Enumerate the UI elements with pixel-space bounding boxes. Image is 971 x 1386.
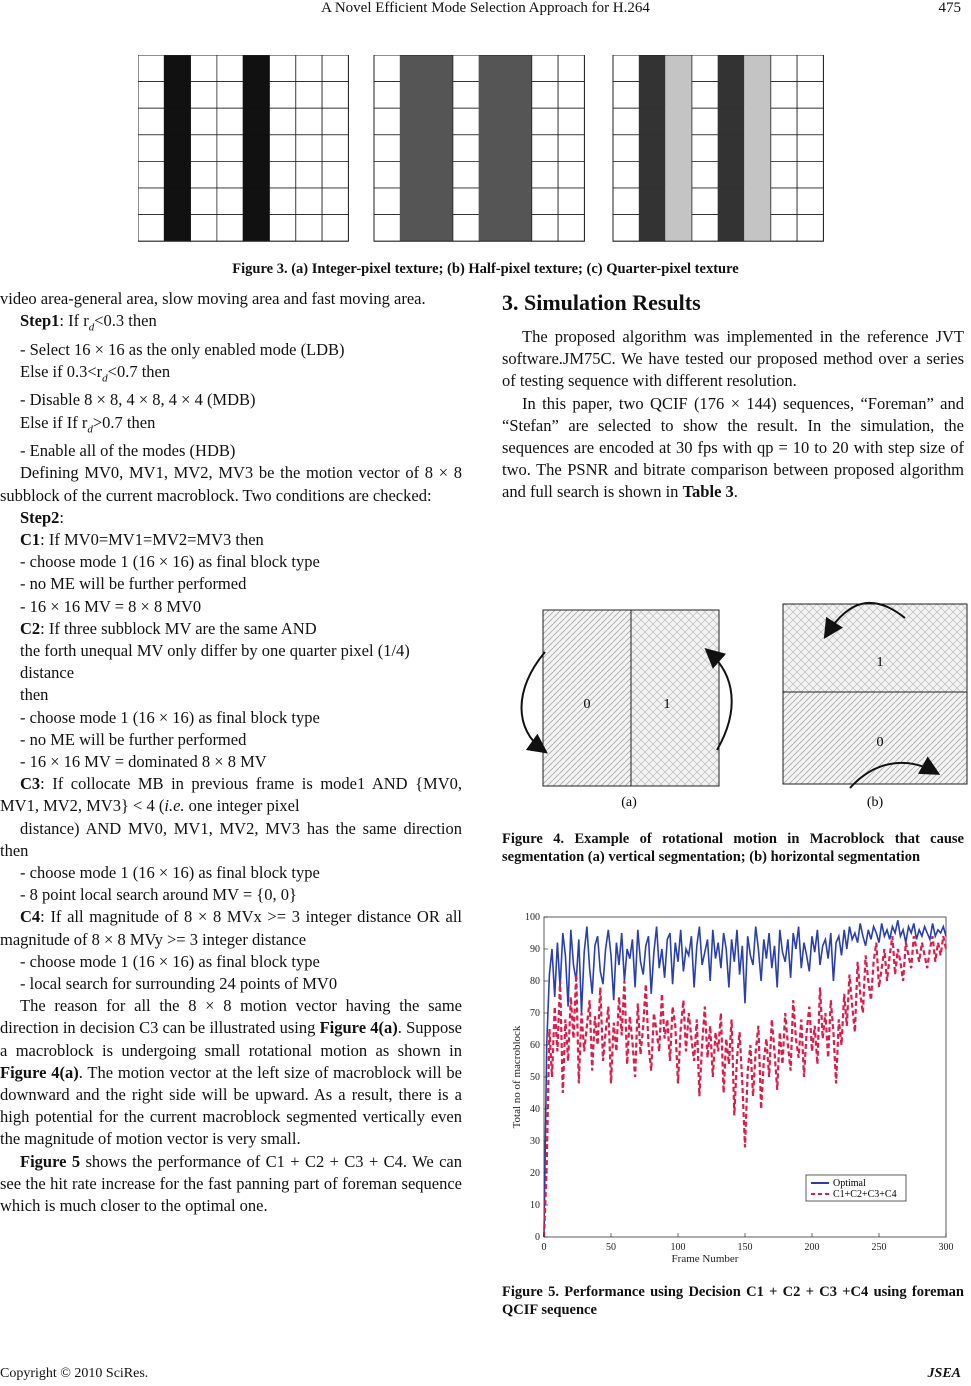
y-tick-label: 20 <box>530 1168 540 1179</box>
x-tick-label: 150 <box>737 1242 753 1253</box>
texture-cell <box>374 135 400 162</box>
texture-cell <box>532 135 558 162</box>
texture-cell <box>191 161 217 188</box>
texture-cell <box>191 135 217 162</box>
texture-cell <box>692 161 718 188</box>
texture-cell <box>374 55 400 82</box>
texture-cell <box>797 215 823 242</box>
footer-journal: JSEA <box>927 1366 961 1381</box>
c4-l2: - local search for surrounding 24 points of MV0 <box>20 973 338 993</box>
texture-cell <box>427 161 453 188</box>
c2-l2: distance <box>20 663 75 683</box>
texture-cell <box>374 82 400 109</box>
texture-grid-b <box>374 55 584 241</box>
texture-cell <box>400 215 426 242</box>
texture-cell <box>506 108 532 135</box>
texture-cell <box>374 188 400 215</box>
chart-legend <box>806 1175 906 1201</box>
texture-cell <box>692 82 718 109</box>
texture-cell <box>718 55 744 82</box>
texture-cell <box>479 188 505 215</box>
texture-cell <box>506 215 532 242</box>
texture-cell <box>164 82 190 109</box>
fig4b-top-half <box>783 604 967 692</box>
c3-l2: - choose mode 1 (16 × 16) as final block type <box>20 862 320 882</box>
texture-cell <box>138 55 164 82</box>
texture-cell <box>639 161 665 188</box>
texture-cell <box>164 108 190 135</box>
texture-cell <box>745 135 771 162</box>
texture-cell <box>322 188 348 215</box>
texture-cell <box>296 215 322 242</box>
texture-cell <box>322 55 348 82</box>
texture-cell <box>692 135 718 162</box>
texture-cell <box>270 82 296 109</box>
texture-cell <box>453 55 479 82</box>
texture-cell <box>191 215 217 242</box>
texture-cell <box>164 215 190 242</box>
texture-cell <box>613 82 639 109</box>
texture-cell <box>243 188 269 215</box>
fig4a-sublabel: (a) <box>621 795 637 810</box>
texture-cell <box>718 135 744 162</box>
texture-cell <box>506 161 532 188</box>
texture-cell <box>558 215 584 242</box>
texture-cell <box>164 161 190 188</box>
texture-cell <box>322 215 348 242</box>
texture-cell <box>558 55 584 82</box>
texture-cell <box>771 135 797 162</box>
texture-cell <box>666 161 692 188</box>
chart-x-axis-label: Frame Number <box>671 1253 739 1265</box>
texture-cell <box>164 55 190 82</box>
texture-cell <box>506 135 532 162</box>
texture-cell <box>322 82 348 109</box>
texture-cell <box>270 215 296 242</box>
texture-cell <box>138 135 164 162</box>
texture-cell <box>718 161 744 188</box>
texture-cell <box>745 82 771 109</box>
c3-l1: distance) AND MV0, MV1, MV2, MV3 has the same direction then <box>0 818 462 860</box>
texture-cell <box>400 188 426 215</box>
figure4-rotation <box>505 600 971 815</box>
para-fig5: Figure 5 shows the performance of C1 + C2 + C3 + C4. We can see the hit rate increase for the fast panning part of foreman sequence which is much closer to the optimal one. <box>0 1151 462 1216</box>
figure5-chart <box>500 905 960 1270</box>
texture-cell <box>191 188 217 215</box>
texture-cell <box>243 55 269 82</box>
texture-cell <box>270 188 296 215</box>
texture-cell <box>558 161 584 188</box>
legend-entry-optimal: Optimal <box>833 1178 866 1189</box>
step1-elseif1: Else if $0.3<r_d<0.7$ then <box>20 361 171 385</box>
texture-cell <box>217 135 243 162</box>
c4-l1: - choose mode 1 (16 × 16) as final block type <box>20 951 320 971</box>
texture-cell <box>374 108 400 135</box>
para-sim-1: The proposed algorithm was implemented in the reference JVT software.JM75C. We have tested our proposed method over a series of testing sequence with different resolution. <box>502 327 964 391</box>
texture-cell <box>745 108 771 135</box>
x-tick-label: 100 <box>670 1242 686 1253</box>
page-header <box>0 0 971 26</box>
texture-cell <box>322 161 348 188</box>
texture-cell <box>639 135 665 162</box>
c1-line: C1: If MV0=MV1=MV2=MV3 then <box>20 529 264 549</box>
para-define: Defining MV0, MV1, MV2, MV3 be the motion vector of 8 × 8 subblock of the current macroblock. Two conditions are checked: <box>0 463 462 505</box>
texture-cell <box>138 108 164 135</box>
texture-cell <box>718 215 744 242</box>
x-tick-label: 0 <box>541 1242 547 1253</box>
y-tick-label: 0 <box>535 1232 540 1243</box>
texture-cell <box>532 161 558 188</box>
figure3-textures <box>138 55 828 243</box>
step1-elseif2: Else if If $r_d>0.7$ then <box>20 412 156 435</box>
texture-cell <box>639 82 665 109</box>
texture-cell <box>718 188 744 215</box>
c2-l1: the forth unequal MV only differ by one quarter pixel (1/4) <box>20 640 410 660</box>
para-sim-2: In this paper, two QCIF (176 × 144) sequences, “Foreman” and “Stefan” are selected to show the result. In the simulation, the sequences are encoded at 30 fps with qp = 10 to 20 with step size of two. The PSNR and bitrate comparison between proposed algorithm and full search is shown in Table 3. <box>502 393 964 502</box>
texture-cell <box>270 108 296 135</box>
texture-cell <box>164 188 190 215</box>
texture-grid-a <box>138 55 348 241</box>
y-tick-label: 100 <box>525 912 540 923</box>
step1-line: Step1: If $r_d<0.3$ then <box>20 311 157 334</box>
texture-cell <box>771 161 797 188</box>
x-tick-label: 200 <box>804 1242 820 1253</box>
section-title: 3. Simulation Results <box>502 290 701 315</box>
texture-cell <box>745 161 771 188</box>
texture-cell <box>797 55 823 82</box>
texture-cell <box>453 188 479 215</box>
fig4b-label-1: 1 <box>876 655 884 670</box>
texture-cell <box>613 188 639 215</box>
fig4a-down-arrow <box>522 652 546 750</box>
texture-cell <box>322 135 348 162</box>
texture-cell <box>558 108 584 135</box>
texture-cell <box>718 108 744 135</box>
figure4-caption: Figure 4. Example of rotational motion in Macroblock that cause segmentation (a) vertical segmentation; (b) horizontal segmentation <box>502 831 964 865</box>
texture-cell <box>666 108 692 135</box>
texture-cell <box>164 135 190 162</box>
step2-line: Step2: <box>20 507 65 527</box>
texture-cell <box>639 55 665 82</box>
c2-l5: - no ME will be further performed <box>20 729 247 749</box>
x-tick-label: 50 <box>606 1242 616 1253</box>
texture-cell <box>666 215 692 242</box>
x-tick-label: 300 <box>938 1242 954 1253</box>
texture-cell <box>217 108 243 135</box>
step1-disable: - Disable 8 × 8, 4 × 8, 4 × 4 (MDB) <box>20 390 256 410</box>
texture-cell <box>771 215 797 242</box>
texture-cell <box>296 108 322 135</box>
texture-cell <box>400 108 426 135</box>
texture-cell <box>217 82 243 109</box>
texture-cell <box>745 55 771 82</box>
texture-cell <box>797 188 823 215</box>
y-tick-label: 50 <box>530 1072 540 1083</box>
c1-l1: - choose mode 1 (16 × 16) as final block type <box>20 552 320 572</box>
figure3-caption: Figure 3. (a) Integer-pixel texture; (b) Half-pixel texture; (c) Quarter-pixel texture <box>232 261 739 277</box>
texture-cell <box>243 161 269 188</box>
para-intro: video area-general area, slow moving area and fast moving area. <box>0 289 426 308</box>
texture-cell <box>639 108 665 135</box>
running-title: A Novel Efficient Mode Selection Approach for H.264 <box>321 0 650 16</box>
texture-cell <box>479 82 505 109</box>
texture-cell <box>532 108 558 135</box>
texture-cell <box>558 188 584 215</box>
y-tick-label: 10 <box>530 1200 540 1211</box>
texture-cell <box>558 135 584 162</box>
texture-cell <box>217 188 243 215</box>
texture-cell <box>532 82 558 109</box>
texture-cell <box>771 55 797 82</box>
texture-cell <box>243 135 269 162</box>
step1-select: - Select 16 × 16 as the only enabled mode (LDB) <box>20 339 345 359</box>
texture-cell <box>613 108 639 135</box>
texture-cell <box>374 215 400 242</box>
texture-cell <box>427 188 453 215</box>
fig4a-label-1: 1 <box>663 697 671 712</box>
legend-entry-c1c2c3c4: C1+C2+C3+C4 <box>833 1189 897 1200</box>
step1-enable: - Enable all of the modes (HDB) <box>20 441 236 461</box>
texture-cell <box>427 135 453 162</box>
texture-cell <box>532 215 558 242</box>
texture-cell <box>427 108 453 135</box>
texture-cell <box>797 161 823 188</box>
texture-cell <box>639 188 665 215</box>
texture-cell <box>453 108 479 135</box>
y-tick-label: 90 <box>530 944 540 955</box>
para-reason: The reason for all the 8 × 8 motion vector having the same direction in decision C3 can be illustrated using Figure 4(a). Suppose a macroblock is undergoing small rotational motion as shown in Figure 4(a). The motion vector at the left size of macroblock will be downward and the right side will be upward. As a result, there is a high potential for the current macroblock segmented vertically even the magnitude of motion vector is very small. <box>0 996 462 1149</box>
fig4b-label-0: 0 <box>876 735 884 750</box>
texture-cell <box>400 82 426 109</box>
texture-cell <box>270 161 296 188</box>
y-tick-label: 70 <box>530 1008 540 1019</box>
footer-copyright: Copyright © 2010 SciRes. <box>0 1366 149 1381</box>
texture-cell <box>666 82 692 109</box>
c4-line: C4: If all magnitude of 8 × 8 MVx >= 3 integer distance OR all magnitude of 8 × 8 MVy >= 3 integer distance <box>0 907 462 949</box>
c3-line: C3: If collocate MB in previous frame is mode1 AND {MV0, MV1, MV2, MV3} < 4 (i.e. one integer pixel <box>0 774 462 816</box>
c1-l2: - no ME will be further performed <box>20 574 247 594</box>
texture-cell <box>797 108 823 135</box>
texture-cell <box>479 108 505 135</box>
texture-cell <box>666 188 692 215</box>
texture-cell <box>427 82 453 109</box>
texture-cell <box>718 82 744 109</box>
right-column <box>502 326 964 504</box>
texture-cell <box>453 82 479 109</box>
texture-cell <box>191 108 217 135</box>
texture-cell <box>191 55 217 82</box>
texture-cell <box>666 135 692 162</box>
texture-cell <box>771 82 797 109</box>
c2-l4: - choose mode 1 (16 × 16) as final block type <box>20 707 320 727</box>
texture-cell <box>138 161 164 188</box>
page-number: 475 <box>938 0 961 16</box>
texture-cell <box>453 161 479 188</box>
texture-cell <box>797 82 823 109</box>
texture-cell <box>613 55 639 82</box>
y-tick-label: 30 <box>530 1136 540 1147</box>
c2-line: C2: If three subblock MV are the same AND <box>20 618 317 638</box>
texture-cell <box>296 82 322 109</box>
texture-cell <box>745 215 771 242</box>
texture-cell <box>217 55 243 82</box>
c3-l3: - 8 point local search around MV = {0, 0} <box>20 885 297 905</box>
texture-cell <box>217 215 243 242</box>
texture-cell <box>479 215 505 242</box>
texture-cell <box>666 55 692 82</box>
texture-cell <box>270 135 296 162</box>
fig4a-label-0: 0 <box>583 697 591 712</box>
texture-cell <box>692 188 718 215</box>
texture-cell <box>374 161 400 188</box>
texture-cell <box>479 135 505 162</box>
texture-cell <box>692 215 718 242</box>
texture-cell <box>692 55 718 82</box>
texture-cell <box>558 82 584 109</box>
texture-cell <box>745 188 771 215</box>
texture-cell <box>243 82 269 109</box>
y-tick-label: 40 <box>530 1104 540 1115</box>
figure5-caption: Figure 5. Performance using Decision C1 + C2 + C3 +C4 using foreman QCIF sequence <box>502 1284 964 1318</box>
texture-cell <box>427 215 453 242</box>
left-column <box>0 288 462 1217</box>
texture-cell <box>453 135 479 162</box>
texture-cell <box>479 55 505 82</box>
texture-cell <box>296 135 322 162</box>
texture-cell <box>400 161 426 188</box>
texture-cell <box>217 161 243 188</box>
texture-cell <box>613 161 639 188</box>
texture-cell <box>532 55 558 82</box>
texture-grid-c <box>613 55 823 241</box>
texture-cell <box>138 215 164 242</box>
fig4a-right-half <box>631 610 719 786</box>
c2-l3: then <box>20 685 49 705</box>
x-tick-label: 250 <box>871 1242 887 1253</box>
texture-cell <box>639 215 665 242</box>
texture-cell <box>296 161 322 188</box>
texture-cell <box>322 108 348 135</box>
texture-cell <box>296 188 322 215</box>
texture-cell <box>243 215 269 242</box>
y-tick-label: 80 <box>530 976 540 987</box>
texture-cell <box>270 55 296 82</box>
texture-cell <box>400 55 426 82</box>
texture-cell <box>506 82 532 109</box>
texture-cell <box>479 161 505 188</box>
texture-cell <box>532 188 558 215</box>
fig4b-sublabel: (b) <box>866 795 884 810</box>
texture-cell <box>771 108 797 135</box>
texture-cell <box>191 82 217 109</box>
texture-cell <box>138 188 164 215</box>
texture-cell <box>296 55 322 82</box>
texture-cell <box>427 55 453 82</box>
texture-cell <box>243 108 269 135</box>
texture-cell <box>692 108 718 135</box>
texture-cell <box>138 82 164 109</box>
texture-cell <box>797 135 823 162</box>
texture-cell <box>400 135 426 162</box>
texture-cell <box>453 215 479 242</box>
texture-cell <box>771 188 797 215</box>
texture-cell <box>613 215 639 242</box>
texture-cell <box>506 55 532 82</box>
texture-cell <box>506 188 532 215</box>
texture-cell <box>613 135 639 162</box>
y-tick-label: 60 <box>530 1040 540 1051</box>
c1-l3: - 16 × 16 MV = 8 × 8 MV0 <box>20 596 202 616</box>
chart-y-axis-label: Total no of macroblock <box>511 1025 523 1129</box>
fig4b-bottom-half <box>783 692 967 784</box>
c2-l6: - 16 × 16 MV = dominated 8 × 8 MV <box>20 751 267 771</box>
